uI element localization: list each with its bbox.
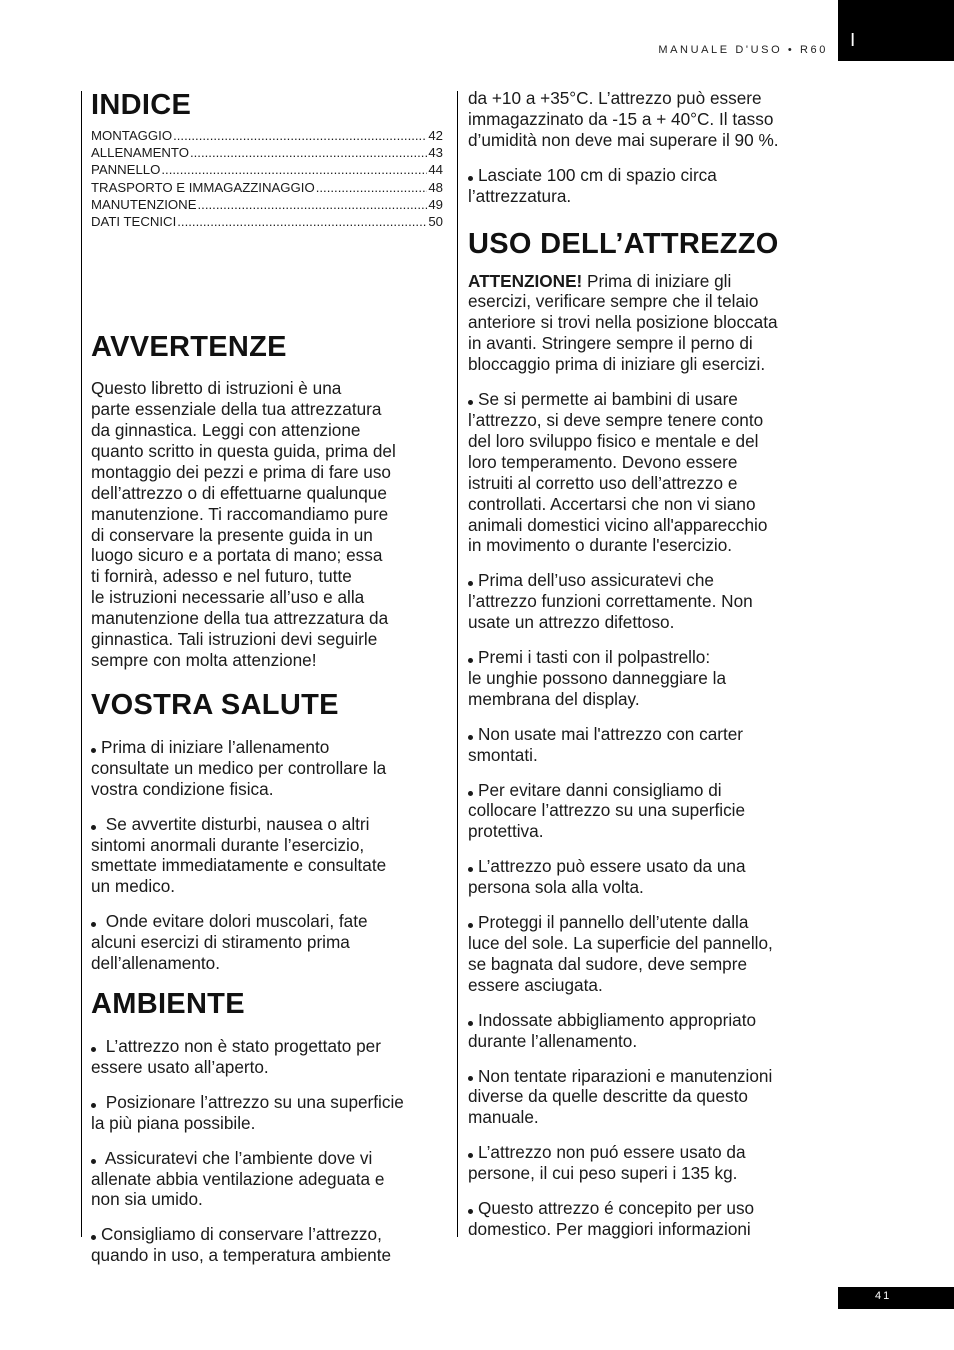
salute-bullet-line: Onde evitare dolori muscolari, fate — [101, 911, 368, 932]
ambiente-bullet-line: non sia umido. — [91, 1189, 203, 1210]
bullet-icon — [91, 1159, 96, 1164]
attention-line: bloccaggio prima di iniziare gli esercizi. — [468, 354, 766, 375]
ambiente-last-bullet — [468, 165, 818, 207]
uso-bullet-line: l’attrezzo funzioni correttamente. Non — [468, 591, 753, 612]
uso-bullet-line: membrana del display. — [468, 688, 640, 709]
salute-bullet-line: alcuni esercizi di stiramento prima — [91, 932, 350, 953]
toc-page: 44 — [428, 162, 443, 178]
attention-line: Prima di iniziare gli — [582, 270, 732, 291]
uso-bullet — [468, 912, 818, 996]
toc-leader — [198, 196, 428, 213]
ambiente-continued — [468, 88, 818, 151]
uso-bullet-line: protettiva. — [468, 821, 544, 842]
toc-page: 42 — [428, 128, 443, 143]
ambiente-list — [91, 1036, 443, 1266]
ambiente-continued-text — [468, 88, 818, 151]
salute-heading: VOSTRA SALUTE — [91, 688, 339, 721]
toc-row — [91, 161, 443, 178]
uso-bullet — [468, 856, 818, 898]
bullet-icon — [91, 825, 96, 830]
ambiente-bullet-line: quando in uso, a temperatura ambiente — [91, 1245, 392, 1266]
ambiente-continued-text-line: da +10 a +35°C. L’attrezzo può essere — [468, 88, 762, 108]
uso-bullet-line: Per evitare danni consigliamo di — [478, 779, 722, 800]
bullet-icon — [468, 923, 473, 928]
attention-line: in avanti. Stringere sempre il perno di — [468, 333, 753, 354]
attention-line: anteriore si trovi nella posizione bloccata — [468, 312, 778, 333]
uso-bullet-line: manuale. — [468, 1107, 539, 1128]
language-tab — [838, 0, 954, 61]
attention-paragraph — [468, 271, 818, 376]
uso-bullet-line: durante l’allenamento. — [468, 1030, 638, 1051]
toc-label: PANNELLO — [91, 162, 161, 178]
ambiente-bullet-line: essere usato all’aperto. — [91, 1056, 269, 1077]
running-header: MANUALE D'USO • R60 — [658, 44, 828, 56]
uso-bullet — [468, 1142, 818, 1184]
uso-bullet-line: se bagnata dal sudore, deve sempre — [468, 953, 748, 974]
ambiente-bullet — [468, 165, 818, 207]
uso-bullet-line: del loro sviluppo fisico e mentale e del — [468, 430, 759, 451]
uso-bullet-line: Proteggi il pannello dell’utente dalla — [478, 912, 749, 933]
bullet-icon — [91, 922, 96, 927]
uso-bullet-line: l’attrezzo, si deve sempre tenere conto — [468, 409, 764, 430]
bullet-icon — [91, 1235, 96, 1240]
toc-page: 43 — [428, 145, 443, 161]
indice-heading: INDICE — [91, 89, 192, 121]
toc-leader — [173, 127, 427, 144]
bullet-icon — [468, 1021, 473, 1026]
salute-bullet-line: consultate un medico per controllare la — [91, 757, 387, 778]
uso-bullet-line: istruiti al corretto uso dell’attrezzo e — [468, 472, 738, 493]
uso-bullet — [468, 1198, 818, 1240]
uso-bullet — [468, 570, 818, 633]
uso-bullet — [468, 724, 818, 766]
ambiente-bullet — [91, 1224, 443, 1266]
uso-bullet — [468, 389, 818, 556]
avvertenze-text-line: quanto scritto in questa guida, prima del — [91, 440, 396, 461]
uso-list — [468, 389, 818, 1240]
salute-bullet-line: Se avvertite disturbi, nausea o altri — [101, 813, 370, 834]
toc-row — [91, 144, 443, 161]
left-column — [91, 88, 443, 1266]
avvertenze-text-line: luogo sicuro e a portata di mano; essa — [91, 545, 383, 566]
middle-column-rule — [457, 91, 458, 1237]
toc-row — [91, 213, 443, 230]
bullet-icon — [468, 791, 473, 796]
toc-page: 48 — [428, 179, 443, 195]
uso-bullet-line: usate un attrezzo difettoso. — [468, 612, 675, 633]
uso-bullet-line: animali domestici vicino all'apparecchio — [468, 514, 768, 535]
ambiente-bullet-line: la più piana possibile. — [91, 1112, 256, 1133]
uso-bullet-line: persone, il cui peso superi i 135 kg. — [468, 1163, 738, 1184]
table-of-contents — [91, 127, 443, 230]
avvertenze-text-line: di conservare la presente guida in un — [91, 524, 373, 545]
uso-bullet-line: controllati. Accertarsi che non vi siano — [468, 493, 756, 514]
page-number: 41 — [875, 1290, 892, 1302]
avvertenze-heading: AVVERTENZE — [91, 331, 287, 364]
right-column — [468, 88, 818, 1240]
uso-bullet-line: diverse da quelle descritte da questo — [468, 1086, 748, 1107]
salute-list — [91, 737, 443, 974]
ambiente-bullet-line: Assicuratevi che l’ambiente dove vi — [101, 1147, 373, 1168]
uso-bullet — [468, 1010, 818, 1052]
salute-bullet-line: smettate immediatamente e consultate — [91, 855, 387, 876]
avvertenze-text-line: sempre con molta attenzione! — [91, 650, 317, 670]
uso-bullet — [468, 647, 818, 710]
uso-bullet-line: le unghie possono danneggiare la — [468, 667, 727, 688]
ambiente-bullet-line: l’attrezzatura. — [468, 185, 572, 206]
page-number-tab — [838, 1287, 954, 1309]
uso-bullet-line: luce del sole. La superficie del pannello, — [468, 933, 773, 953]
toc-label: TRASPORTO E IMMAGAZZINAGGIO — [91, 179, 315, 195]
uso-heading: USO DELL’ATTREZZO — [468, 227, 779, 260]
bullet-icon — [91, 1047, 96, 1052]
toc-page: 49 — [428, 196, 443, 212]
toc-label: MANUTENZIONE — [91, 196, 197, 212]
bullet-icon — [468, 1153, 473, 1158]
uso-bullet-line: domestico. Per maggiori informazioni — [468, 1218, 751, 1239]
avvertenze-text-line: montaggio dei pezzi e prima di fare uso — [91, 461, 391, 482]
ambiente-continued-text-line: d’umidità non deve mai superare il 90 %. — [468, 129, 779, 150]
salute-bullet-line: un medico. — [91, 876, 176, 897]
uso-bullet-line: essere asciugata. — [468, 974, 603, 995]
uso-bullet-line: Non usate mai l'attrezzo con carter — [478, 723, 744, 744]
uso-bullet-line: Indossate abbigliamento appropriato — [478, 1009, 757, 1030]
uso-bullet-line: Non tentate riparazioni e manutenzioni — [478, 1065, 773, 1086]
toc-leader — [161, 161, 427, 178]
uso-bullet-line: smontati. — [468, 744, 538, 765]
avvertenze-text-line: da ginnastica. Leggi con attenzione — [91, 420, 361, 441]
toc-row — [91, 179, 443, 196]
avvertenze-text-line: parte essenziale della tua attrezzatura — [91, 399, 382, 420]
bullet-icon — [468, 1209, 473, 1214]
uso-bullet — [468, 1066, 818, 1129]
attention-label: ATTENZIONE! — [468, 270, 583, 291]
uso-bullet-line: in movimento o durante l'esercizio. — [468, 535, 733, 556]
ambiente-bullet-line: Lasciate 100 cm di spazio circa — [478, 164, 717, 185]
left-column-rule — [81, 91, 82, 1237]
toc-label: MONTAGGIO — [91, 128, 173, 143]
toc-label: DATI TECNICI — [91, 214, 177, 230]
toc-leader — [190, 144, 427, 161]
ambiente-bullet — [91, 1092, 443, 1134]
uso-bullet-line: Premi i tasti con il polpastrello: — [478, 647, 711, 668]
avvertenze-text — [91, 378, 443, 671]
ambiente-bullet-line: Consigliamo di conservare l’attrezzo, — [101, 1224, 382, 1245]
toc-page: 50 — [428, 214, 443, 230]
bullet-icon — [468, 658, 473, 663]
toc-label: ALLENAMENTO — [91, 145, 189, 161]
bullet-icon — [468, 581, 473, 586]
avvertenze-text-line: manutenzione della tua attrezzatura da — [91, 608, 389, 629]
uso-bullet-line: Prima dell’uso assicuratevi che — [478, 570, 714, 591]
salute-bullet — [91, 737, 443, 800]
avvertenze-text-line: Questo libretto di istruzioni è una — [91, 378, 342, 399]
ambiente-heading: AMBIENTE — [91, 987, 245, 1020]
bullet-icon — [468, 867, 473, 872]
ambiente-bullet — [91, 1148, 443, 1211]
salute-bullet-line: dell’allenamento. — [91, 953, 220, 974]
salute-bullet-line: Prima di iniziare l’allenamento — [101, 736, 330, 757]
salute-bullet-line: sintomi anormali durante l’esercizio, — [91, 834, 365, 855]
uso-bullet-line: collocare l’attrezzo su una superficie — [468, 800, 746, 821]
ambiente-bullet-line: L’attrezzo non è stato progettato per — [101, 1035, 381, 1056]
ambiente-continued-text-line: immagazzinato da -15 a + 40°C. Il tasso — [468, 108, 774, 129]
bullet-icon — [468, 400, 473, 405]
salute-bullet-line: vostra condizione fisica. — [91, 778, 274, 799]
toc-leader — [177, 213, 427, 230]
avvertenze-text-line: le istruzioni necessarie all’uso e alla — [91, 587, 365, 608]
bullet-icon — [91, 748, 96, 753]
avvertenze-text-line: ti fornirà, adesso e nel futuro, tutte — [91, 566, 352, 587]
bullet-icon — [468, 735, 473, 740]
avvertenze-paragraph — [91, 378, 443, 671]
toc-row — [91, 127, 443, 144]
avvertenze-text-line: ginnastica. Tali istruzioni devi seguirle — [91, 629, 378, 650]
uso-bullet-line: loro temperamento. Devono essere — [468, 451, 738, 472]
uso-bullet-line: L’attrezzo può essere usato da una — [478, 856, 746, 877]
bullet-icon — [91, 1103, 96, 1108]
ambiente-bullet — [91, 1036, 443, 1078]
ambiente-bullet-line: Posizionare l’attrezzo su una superficie — [101, 1091, 404, 1112]
language-tab-mark: I — [850, 30, 856, 51]
avvertenze-text-line: dell’attrezzo o di effettuarne qualunque — [91, 482, 387, 503]
uso-bullet-line: Questo attrezzo é concepito per uso — [478, 1198, 755, 1219]
attention-line: esercizi, verificare sempre che il telaio — [468, 291, 759, 312]
ambiente-bullet-line: allenate abbia ventilazione adeguata e — [91, 1168, 385, 1189]
uso-bullet-line: L’attrezzo non puó essere usato da — [478, 1142, 746, 1163]
avvertenze-text-line: manutenzione. Ti raccomandiamo pure — [91, 503, 389, 524]
salute-bullet — [91, 814, 443, 898]
uso-bullet — [468, 780, 818, 843]
bullet-icon — [468, 176, 473, 181]
salute-bullet — [91, 911, 443, 974]
toc-row — [91, 196, 443, 213]
uso-bullet-line: Se si permette ai bambini di usare — [478, 389, 738, 410]
bullet-icon — [468, 1076, 473, 1081]
uso-bullet-line: persona sola alla volta. — [468, 877, 644, 898]
toc-leader — [316, 179, 428, 196]
